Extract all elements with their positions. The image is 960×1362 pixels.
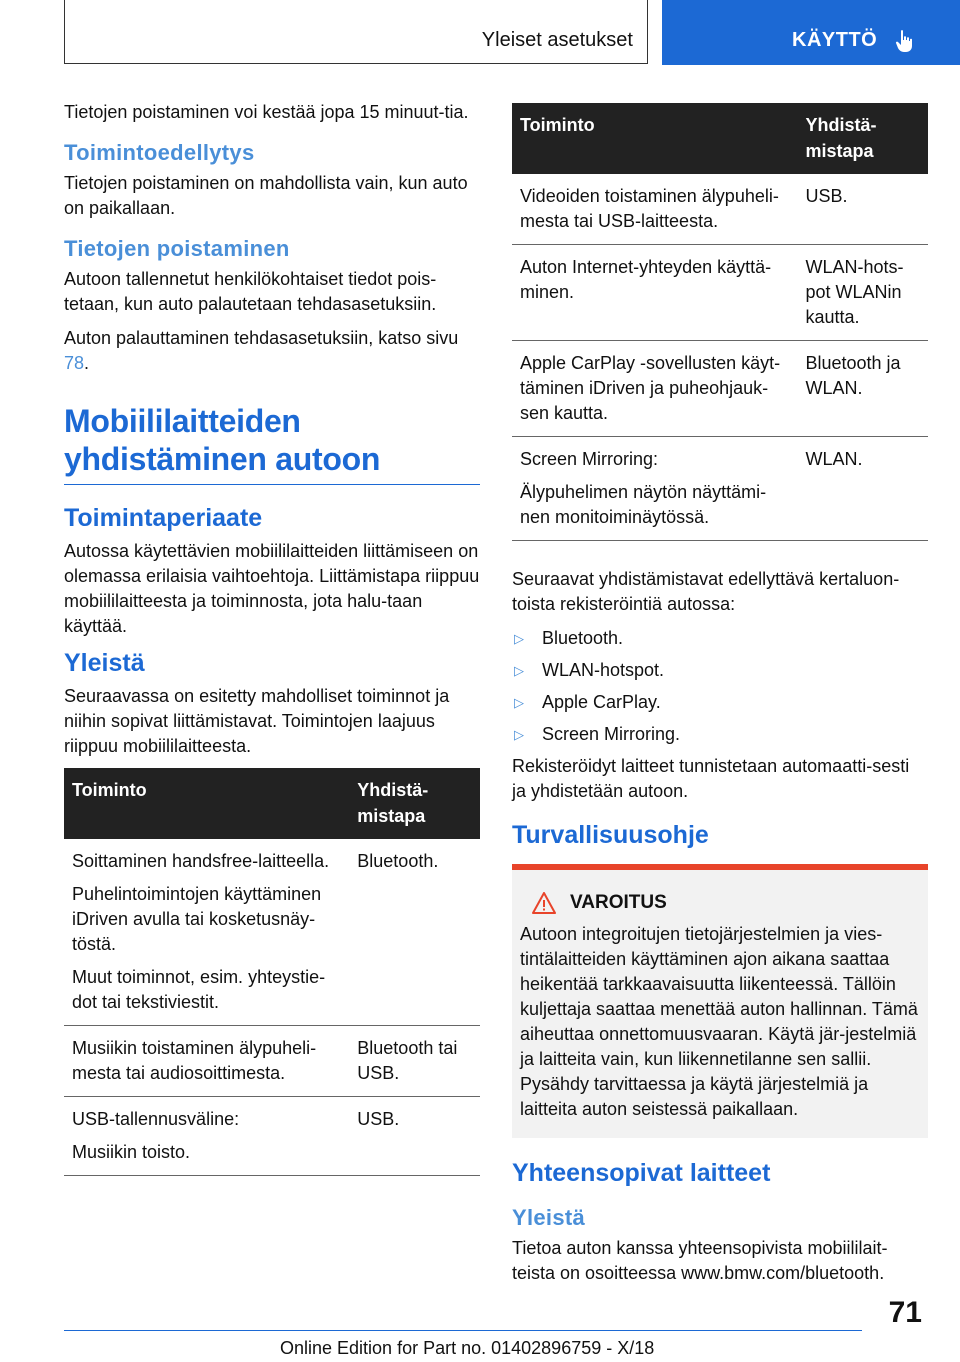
warning-title-text: VAROITUS <box>570 892 667 913</box>
intro-text: Tietojen poistaminen voi kestää jopa 15 minuut-tia. <box>64 102 469 122</box>
cell-line: Musiikin toisto. <box>72 1142 191 1162</box>
page-number: 71 <box>888 1296 922 1329</box>
heading-rule <box>64 484 480 485</box>
list-item <box>512 658 928 683</box>
right-column <box>512 100 928 1295</box>
table-row <box>64 1026 480 1097</box>
compatible-text: Tietoa auton kanssa yhteensopivista mobiililait-teista on osoitteessa www.bmw.com/bluetooth. <box>512 1238 888 1283</box>
heading-general: Yleistä <box>64 649 145 677</box>
cell-line: USB-tallennusväline: <box>72 1109 240 1129</box>
table-cell-function <box>512 174 797 245</box>
table-cell-function <box>64 839 349 1026</box>
deletion-text-2-post: . <box>84 353 90 373</box>
list-item <box>512 722 928 747</box>
table-cell-connection: USB. <box>349 1097 480 1176</box>
list-item-text: Screen Mirroring. <box>542 724 681 744</box>
functions-table-left <box>64 768 480 1176</box>
cell-line: Musiikin toistaminen älypuheli-mesta tai audiosoittimesta. <box>72 1038 317 1083</box>
deletion-text-1: Autoon tallennetut henkilökohtaiset tiedot pois-tetaan, kun auto palautetaan tehdasasetuksiin. <box>64 269 437 314</box>
table-header-connection: Yhdistä-mistapa <box>349 768 480 839</box>
chapter-tab[interactable] <box>662 0 960 65</box>
principle-text: Autossa käytettävien mobiililaitteiden liittämiseen on olemassa erilaisia vaihtoehtoja. Liittämistapa riippuu mobiililaitteesta ja toiminnosta, jota halu-taan käyttää. <box>64 541 480 636</box>
registration-text: Seuraavat yhdistämistavat edellyttävä kertaluon-toista rekisteröintiä autossa: <box>512 569 900 614</box>
table-cell-function <box>512 437 797 541</box>
deletion-text-2 <box>64 326 480 376</box>
table-header-connection: Yhdistä-mistapa <box>797 103 928 174</box>
general-text: Seuraavassa on esitetty mahdolliset toiminnot ja niihin sopivat liittämistavat. Toimintojen laajuus riippuu mobiililaitteesta. <box>64 686 450 756</box>
heading-principle: Toimintaperiaate <box>64 504 263 532</box>
deletion-text-2-pre: Auton palauttaminen tehdasasetuksiin, katso sivu <box>64 328 459 348</box>
left-column <box>64 100 480 1176</box>
cell-line: Puhelintoimintojen käyttäminen iDriven avulla tai kosketusnäy-töstä. <box>72 884 322 954</box>
triangle-bullet-icon: ▷ <box>514 663 524 678</box>
heading-compatible-devices: Yhteensopivat laitteet <box>512 1159 771 1187</box>
table-cell-function <box>512 341 797 437</box>
hand-pointer-icon <box>895 29 917 53</box>
heading-general-2: Yleistä <box>512 1205 586 1230</box>
triangle-bullet-icon: ▷ <box>514 631 524 646</box>
cell-line: Auton Internet-yhteyden käyttä-minen. <box>520 257 772 302</box>
table-cell-connection: Bluetooth. <box>349 839 480 1026</box>
warning-box <box>512 864 928 1138</box>
triangle-bullet-icon: ▷ <box>514 727 524 742</box>
triangle-bullet-icon: ▷ <box>514 695 524 710</box>
section-header-box <box>64 0 648 64</box>
table-row <box>512 437 928 541</box>
list-item-text: WLAN-hotspot. <box>542 660 665 680</box>
list-item-text: Bluetooth. <box>542 628 624 648</box>
functions-table-right <box>512 103 928 541</box>
chapter-tab-label: KÄYTTÖ <box>792 29 878 51</box>
cell-line: Screen Mirroring: <box>520 449 659 469</box>
cell-line: Apple CarPlay -sovellusten käyt-täminen iDriven ja puheohjauk-sen kautta. <box>520 353 781 423</box>
table-row <box>512 245 928 341</box>
main-heading: Mobiililaitteiden yhdistäminen autoon <box>64 403 381 477</box>
cell-line: Älypuhelimen näytön näyttämi-nen monitoiminäytössä. <box>520 482 767 527</box>
page-link[interactable]: 78 <box>64 353 85 373</box>
warning-text: Autoon integroitujen tietojärjestelmien ja vies-tintälaitteiden käyttäminen ajon aikana saattaa heikentää tarkkaavaisuutta liikenteessä. Tällöin kuljettaja saattaa menettää auton hallinnan. Tämä aiheuttaa onnettomuusvaaran. Käytä jär-jestelmiä ja laitteita vain, kun liikennetilanne sen sallii. Pysähdy tarvittaessa ja käytä järjestelmiä ja laitteita auton seistessä paikallaan. <box>520 924 918 1119</box>
table-row <box>64 1097 480 1176</box>
section-title: Yleiset asetukset <box>481 29 633 51</box>
list-item <box>512 626 928 651</box>
table-row <box>512 341 928 437</box>
page-header <box>0 0 960 66</box>
prerequisite-text: Tietojen poistaminen on mahdollista vain, kun auto on paikallaan. <box>64 173 468 218</box>
warning-triangle-icon <box>532 892 556 914</box>
table-header-function: Toiminto <box>64 768 349 839</box>
table-cell-connection: WLAN. <box>797 437 928 541</box>
warning-title <box>532 892 918 914</box>
table-cell-connection: Bluetooth ja WLAN. <box>797 341 928 437</box>
recognition-text: Rekisteröidyt laitteet tunnistetaan automaatti-sesti ja yhdistetään autoon. <box>512 756 910 801</box>
list-item-text: Apple CarPlay. <box>542 692 661 712</box>
list-item <box>512 690 928 715</box>
cell-line: Soittaminen handsfree-laitteella. <box>72 851 330 871</box>
cell-line: Muut toiminnot, esim. yhteystie-dot tai tekstiviestit. <box>72 967 326 1012</box>
table-cell-function <box>64 1026 349 1097</box>
table-header-function: Toiminto <box>512 103 797 174</box>
table-row <box>64 839 480 1026</box>
table-row <box>512 174 928 245</box>
table-cell-function <box>512 245 797 341</box>
table-cell-connection: USB. <box>797 174 928 245</box>
table-cell-function <box>64 1097 349 1176</box>
footer-rule <box>64 1330 862 1331</box>
footer-text: Online Edition for Part no. 01402896759 - X/18 <box>280 1338 655 1358</box>
heading-data-deletion: Tietojen poistaminen <box>64 236 290 261</box>
connection-list <box>512 626 928 747</box>
heading-safety: Turvallisuusohje <box>512 821 709 849</box>
table-cell-connection: WLAN-hots-pot WLANin kautta. <box>797 245 928 341</box>
cell-line: Videoiden toistaminen älypuheli-mesta tai USB-laitteesta. <box>520 186 779 231</box>
table-cell-connection: Bluetooth tai USB. <box>349 1026 480 1097</box>
heading-prerequisite: Toimintoedellytys <box>64 140 255 165</box>
